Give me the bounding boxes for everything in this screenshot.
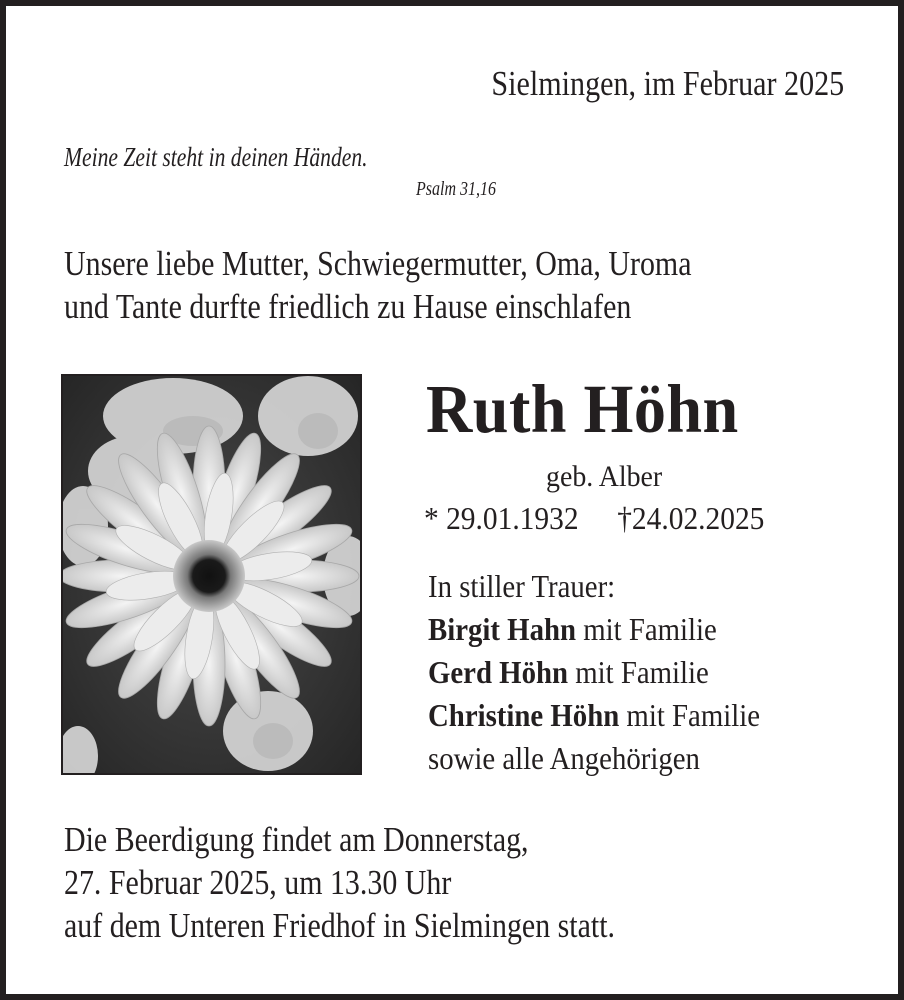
mourner-name: Gerd Höhn [428,654,569,690]
bible-quote: Meine Zeit steht in deinen Händen. [64,142,368,172]
birth-name: geb. Alber [546,460,663,493]
funeral-line-2: 27. Februar 2025, um 13.30 Uhr [64,863,452,902]
place-date: Sielmingen, im Februar 2025 [491,64,844,103]
quote-source: Psalm 31,16 [416,178,496,200]
funeral-line-1: Die Beerdigung findet am Donnerstag, [64,820,529,859]
mourners-closing: sowie alle Angehörigen [428,740,700,776]
mourner-name: Christine Höhn [428,697,620,733]
mourners-heading: In stiller Trauer: [428,568,616,604]
mourner-suffix: mit Familie [576,611,717,647]
deceased-name: Ruth Höhn [426,371,739,447]
death-date: 24.02.2025 [631,500,765,536]
mourner-suffix: mit Familie [568,654,709,690]
birth-symbol: * [424,500,439,536]
cross-icon: † [617,500,632,536]
intro-line-2: und Tante durfte friedlich zu Hause einschlafen [64,287,632,326]
mourner-entry [428,654,709,691]
mourner-suffix: mit Familie [619,697,761,733]
flower-photo [61,374,362,775]
funeral-line-3: auf dem Unteren Friedhof in Sielmingen statt. [64,906,616,945]
mourner-entry [428,611,717,648]
mourner-entry [428,697,760,734]
birth-date: 29.01.1932 [446,500,579,536]
mourner-name: Birgit Hahn [428,611,577,647]
intro-line-1: Unsere liebe Mutter, Schwiegermutter, Oma, Uroma [64,244,692,283]
life-dates [424,500,764,537]
